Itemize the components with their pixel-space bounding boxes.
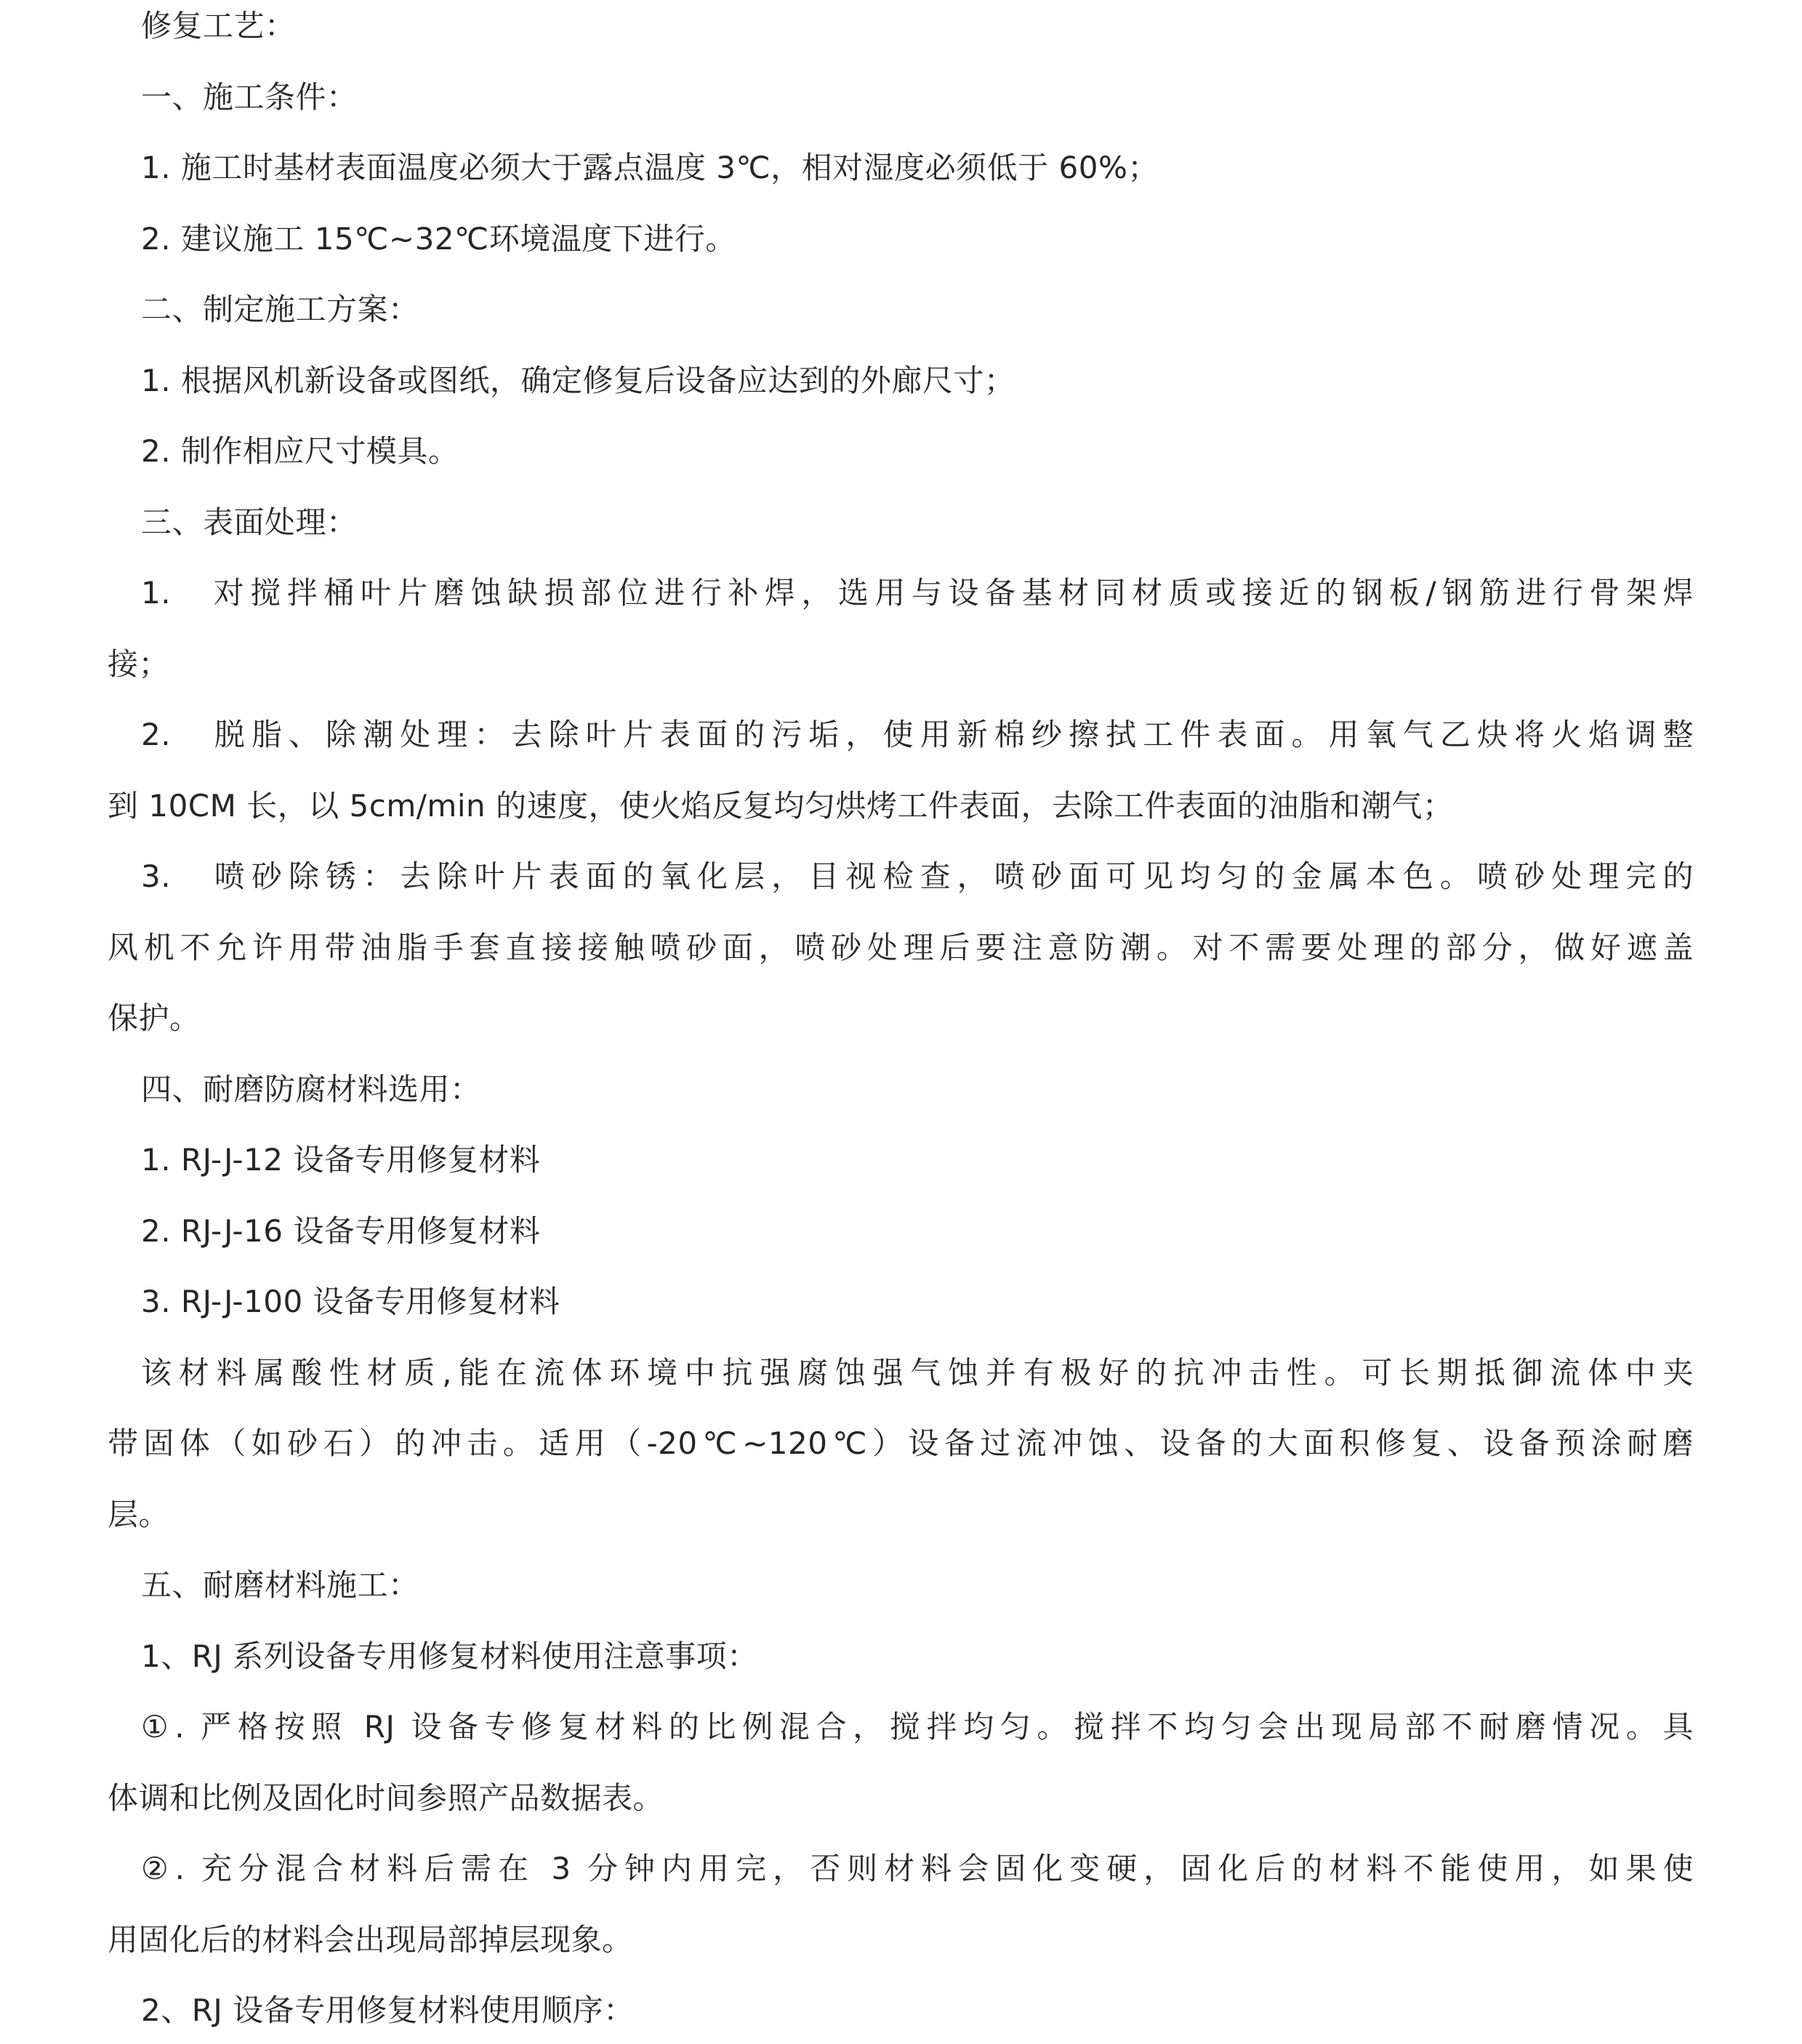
text-line: 3. RJ-J-100 设备专用修复材料 [141, 1284, 560, 1319]
text-line: 2、RJ 设备专用修复材料使用顺序： [141, 1992, 635, 2028]
text-line: 1. 根据风机新设备或图纸，确定修复后设备应达到的外廊尺寸； [141, 362, 1015, 398]
text-line: 层。 [108, 1496, 170, 1532]
text-line: 一、施工条件： [141, 79, 358, 115]
text-line: 2. 脱脂、除潮处理：去除叶片表面的污垢，使用新棉纱擦拭工件表面。用氧气乙炔将火焰调整 [141, 717, 1694, 752]
text-line: 四、耐磨防腐材料选用： [141, 1071, 481, 1107]
text-line: 带固体（如砂石）的冲击。适用（-20℃~120℃）设备过流冲蚀、设备的大面积修复、设备预涂耐磨 [108, 1425, 1694, 1461]
text-line: 用固化后的材料会出现局部掉层现象。 [108, 1921, 633, 1958]
text-line: 修复工艺： [141, 8, 296, 44]
text-line: 保护。 [108, 1000, 201, 1036]
text-line: 五、耐磨材料施工： [141, 1567, 419, 1603]
text-line: 到 10CM 长，以 5cm/min 的速度，使火焰反复均匀烘烤工件表面，去除工件表面的油脂和潮气； [108, 787, 1454, 824]
text-line: 二、制定施工方案： [141, 291, 419, 327]
text-line: 体调和比例及固化时间参照产品数据表。 [108, 1779, 664, 1816]
text-line: 3. 喷砂除锈：去除叶片表面的氧化层，目视检查，喷砂面可见均匀的金属本色。喷砂处理完的 [141, 858, 1694, 894]
text-line: 2. 建议施工 15℃~32℃环境温度下进行。 [141, 220, 736, 257]
text-line: 三、表面处理： [141, 504, 358, 540]
text-line: ①. 严格按照 RJ 设备专修复材料的比例混合，搅拌均匀。搅拌不均匀会出现局部不耐磨情况。具 [141, 1709, 1694, 1745]
text-line: 2. RJ-J-16 设备专用修复材料 [141, 1212, 541, 1249]
text-line: 2. 制作相应尺寸模具。 [141, 433, 459, 469]
text-line: 风机不允许用带油脂手套直接接触喷砂面，喷砂处理后要注意防潮。对不需要处理的部分，做好遮盖 [108, 929, 1694, 965]
text-line: 1. 施工时基材表面温度必须大于露点温度 3℃，相对湿度必须低于 60%； [141, 150, 1159, 185]
text-line: 接； [108, 645, 170, 682]
text-line: 1、RJ 系列设备专用修复材料使用注意事项： [141, 1638, 758, 1674]
text-line: 1. 对搅拌桶叶片磨蚀缺损部位进行补焊，选用与设备基材同材质或接近的钢板/钢筋进行骨架焊 [141, 575, 1694, 611]
text-line: ②. 充分混合材料后需在 3 分钟内用完，否则材料会固化变硬，固化后的材料不能使用，如果使 [141, 1851, 1694, 1886]
text-line: 该材料属酸性材质,能在流体环境中抗强腐蚀强气蚀并有极好的抗冲击性。可长期抵御流体中夹 [141, 1354, 1694, 1391]
text-line: 1. RJ-J-12 设备专用修复材料 [141, 1142, 541, 1178]
